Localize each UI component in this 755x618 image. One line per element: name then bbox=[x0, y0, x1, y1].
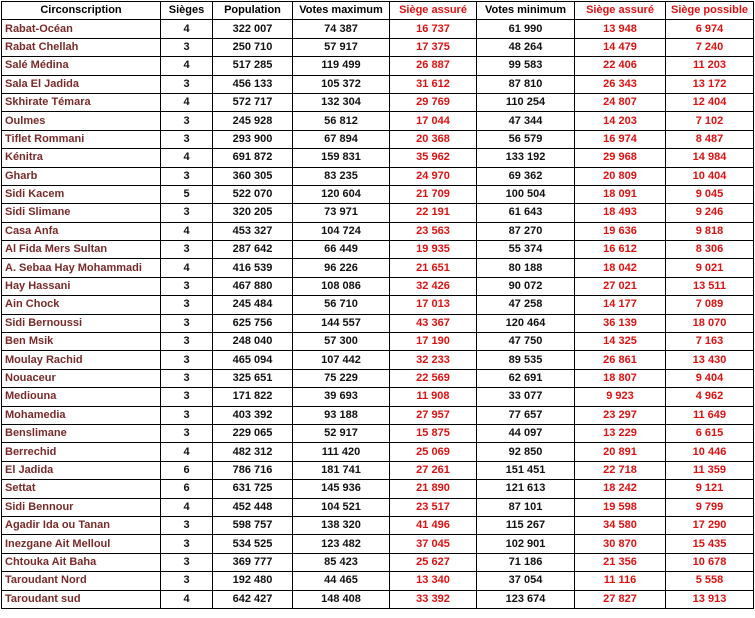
table-row bbox=[2, 369, 754, 387]
cell-votes-maximum: 105 372 bbox=[293, 75, 390, 93]
cell-siege-possible: 5 558 bbox=[666, 572, 754, 590]
cell-votes-minimum: 133 192 bbox=[477, 149, 575, 167]
cell-circonscription: Rabat Chellah bbox=[2, 38, 161, 56]
cell-siege-assure-max: 21 651 bbox=[390, 259, 477, 277]
cell-circonscription: Mediouna bbox=[2, 388, 161, 406]
cell-siege-assure-min: 14 203 bbox=[575, 112, 666, 130]
cell-votes-maximum: 39 693 bbox=[293, 388, 390, 406]
col-header-siege-possible: Siège possible bbox=[666, 2, 754, 20]
cell-siege-possible: 13 172 bbox=[666, 75, 754, 93]
cell-siege-assure-min: 19 598 bbox=[575, 498, 666, 516]
cell-sieges: 3 bbox=[161, 424, 213, 442]
cell-circonscription: Oulmes bbox=[2, 112, 161, 130]
cell-siege-assure-min: 23 297 bbox=[575, 406, 666, 424]
table-row bbox=[2, 314, 754, 332]
cell-circonscription: Tiflet Rommani bbox=[2, 130, 161, 148]
cell-siege-possible: 11 203 bbox=[666, 57, 754, 75]
cell-siege-assure-max: 32 426 bbox=[390, 277, 477, 295]
cell-siege-assure-max: 33 392 bbox=[390, 590, 477, 608]
cell-siege-possible: 9 818 bbox=[666, 222, 754, 240]
cell-siege-assure-max: 32 233 bbox=[390, 351, 477, 369]
cell-siege-assure-max: 27 261 bbox=[390, 461, 477, 479]
cell-votes-maximum: 56 710 bbox=[293, 296, 390, 314]
cell-sieges: 4 bbox=[161, 93, 213, 111]
cell-votes-minimum: 115 267 bbox=[477, 516, 575, 534]
cell-votes-maximum: 96 226 bbox=[293, 259, 390, 277]
cell-siege-assure-min: 36 139 bbox=[575, 314, 666, 332]
cell-circonscription: El Jadida bbox=[2, 461, 161, 479]
cell-votes-minimum: 61 643 bbox=[477, 204, 575, 222]
cell-siege-assure-max: 35 962 bbox=[390, 149, 477, 167]
cell-votes-minimum: 89 535 bbox=[477, 351, 575, 369]
cell-votes-maximum: 181 741 bbox=[293, 461, 390, 479]
cell-siege-assure-max: 21 890 bbox=[390, 480, 477, 498]
cell-votes-maximum: 144 557 bbox=[293, 314, 390, 332]
cell-siege-possible: 13 511 bbox=[666, 277, 754, 295]
cell-population: 522 070 bbox=[213, 185, 293, 203]
cell-population: 534 525 bbox=[213, 535, 293, 553]
cell-votes-maximum: 132 304 bbox=[293, 93, 390, 111]
cell-sieges: 5 bbox=[161, 185, 213, 203]
header-row bbox=[2, 2, 754, 20]
cell-population: 786 716 bbox=[213, 461, 293, 479]
table-row bbox=[2, 333, 754, 351]
cell-siege-possible: 11 649 bbox=[666, 406, 754, 424]
cell-siege-assure-max: 17 044 bbox=[390, 112, 477, 130]
cell-siege-assure-max: 25 069 bbox=[390, 443, 477, 461]
cell-votes-maximum: 104 724 bbox=[293, 222, 390, 240]
cell-votes-minimum: 44 097 bbox=[477, 424, 575, 442]
cell-votes-minimum: 37 054 bbox=[477, 572, 575, 590]
cell-votes-maximum: 108 086 bbox=[293, 277, 390, 295]
cell-circonscription: Mohamedia bbox=[2, 406, 161, 424]
cell-siege-assure-min: 14 177 bbox=[575, 296, 666, 314]
cell-siege-assure-max: 26 887 bbox=[390, 57, 477, 75]
cell-circonscription: Sidi Bernoussi bbox=[2, 314, 161, 332]
table-row bbox=[2, 93, 754, 111]
cell-sieges: 3 bbox=[161, 535, 213, 553]
cell-circonscription: Casa Anfa bbox=[2, 222, 161, 240]
cell-circonscription: Settat bbox=[2, 480, 161, 498]
cell-siege-possible: 15 435 bbox=[666, 535, 754, 553]
cell-population: 320 205 bbox=[213, 204, 293, 222]
table-row bbox=[2, 185, 754, 203]
cell-siege-assure-max: 22 569 bbox=[390, 369, 477, 387]
cell-siege-assure-max: 31 612 bbox=[390, 75, 477, 93]
cell-siege-possible: 9 246 bbox=[666, 204, 754, 222]
cell-population: 642 427 bbox=[213, 590, 293, 608]
cell-siege-assure-min: 29 968 bbox=[575, 149, 666, 167]
table-row bbox=[2, 443, 754, 461]
cell-votes-maximum: 138 320 bbox=[293, 516, 390, 534]
cell-population: 250 710 bbox=[213, 38, 293, 56]
cell-siege-assure-min: 13 948 bbox=[575, 20, 666, 38]
cell-siege-assure-min: 14 325 bbox=[575, 333, 666, 351]
cell-population: 287 642 bbox=[213, 241, 293, 259]
cell-population: 631 725 bbox=[213, 480, 293, 498]
table-row bbox=[2, 461, 754, 479]
cell-votes-minimum: 102 901 bbox=[477, 535, 575, 553]
cell-population: 171 822 bbox=[213, 388, 293, 406]
table-body bbox=[2, 20, 754, 609]
cell-siege-possible: 9 404 bbox=[666, 369, 754, 387]
cell-population: 517 285 bbox=[213, 57, 293, 75]
cell-sieges: 3 bbox=[161, 516, 213, 534]
cell-circonscription: Agadir Ida ou Tanan bbox=[2, 516, 161, 534]
cell-votes-maximum: 67 894 bbox=[293, 130, 390, 148]
cell-sieges: 6 bbox=[161, 461, 213, 479]
cell-siege-assure-min: 27 827 bbox=[575, 590, 666, 608]
table-row bbox=[2, 480, 754, 498]
cell-sieges: 3 bbox=[161, 314, 213, 332]
cell-siege-assure-max: 23 517 bbox=[390, 498, 477, 516]
cell-votes-maximum: 159 831 bbox=[293, 149, 390, 167]
cell-population: 691 872 bbox=[213, 149, 293, 167]
cell-siege-assure-max: 19 935 bbox=[390, 241, 477, 259]
cell-siege-assure-max: 22 191 bbox=[390, 204, 477, 222]
cell-population: 360 305 bbox=[213, 167, 293, 185]
cell-siege-assure-max: 13 340 bbox=[390, 572, 477, 590]
cell-siege-possible: 11 359 bbox=[666, 461, 754, 479]
cell-sieges: 3 bbox=[161, 38, 213, 56]
cell-votes-minimum: 47 344 bbox=[477, 112, 575, 130]
cell-votes-minimum: 80 188 bbox=[477, 259, 575, 277]
cell-circonscription: Hay Hassani bbox=[2, 277, 161, 295]
table-row bbox=[2, 296, 754, 314]
cell-votes-maximum: 73 971 bbox=[293, 204, 390, 222]
cell-votes-maximum: 119 499 bbox=[293, 57, 390, 75]
cell-votes-minimum: 56 579 bbox=[477, 130, 575, 148]
col-header-votes-minimum: Votes minimum bbox=[477, 2, 575, 20]
cell-circonscription: Taroudant sud bbox=[2, 590, 161, 608]
cell-votes-maximum: 44 465 bbox=[293, 572, 390, 590]
cell-population: 467 880 bbox=[213, 277, 293, 295]
cell-votes-minimum: 90 072 bbox=[477, 277, 575, 295]
cell-siege-assure-max: 20 368 bbox=[390, 130, 477, 148]
cell-siege-assure-max: 29 769 bbox=[390, 93, 477, 111]
cell-siege-assure-min: 16 974 bbox=[575, 130, 666, 148]
table-row bbox=[2, 112, 754, 130]
cell-population: 403 392 bbox=[213, 406, 293, 424]
cell-circonscription: Taroudant Nord bbox=[2, 572, 161, 590]
cell-votes-minimum: 110 254 bbox=[477, 93, 575, 111]
cell-circonscription: Sidi Bennour bbox=[2, 498, 161, 516]
cell-circonscription: Skhirate Témara bbox=[2, 93, 161, 111]
cell-votes-minimum: 61 990 bbox=[477, 20, 575, 38]
cell-votes-maximum: 93 188 bbox=[293, 406, 390, 424]
cell-population: 325 651 bbox=[213, 369, 293, 387]
cell-population: 369 777 bbox=[213, 553, 293, 571]
cell-population: 625 756 bbox=[213, 314, 293, 332]
table-row bbox=[2, 149, 754, 167]
cell-sieges: 4 bbox=[161, 20, 213, 38]
cell-siege-possible: 13 913 bbox=[666, 590, 754, 608]
cell-votes-minimum: 33 077 bbox=[477, 388, 575, 406]
cell-sieges: 4 bbox=[161, 259, 213, 277]
cell-siege-possible: 9 021 bbox=[666, 259, 754, 277]
cell-siege-assure-min: 22 718 bbox=[575, 461, 666, 479]
cell-siege-assure-min: 9 923 bbox=[575, 388, 666, 406]
table-row bbox=[2, 167, 754, 185]
cell-sieges: 3 bbox=[161, 351, 213, 369]
cell-votes-maximum: 56 812 bbox=[293, 112, 390, 130]
cell-siege-assure-min: 20 809 bbox=[575, 167, 666, 185]
cell-siege-possible: 7 102 bbox=[666, 112, 754, 130]
cell-circonscription: Nouaceur bbox=[2, 369, 161, 387]
cell-siege-possible: 7 163 bbox=[666, 333, 754, 351]
cell-population: 322 007 bbox=[213, 20, 293, 38]
table-row bbox=[2, 516, 754, 534]
cell-siege-possible: 6 615 bbox=[666, 424, 754, 442]
table-row bbox=[2, 388, 754, 406]
cell-sieges: 4 bbox=[161, 443, 213, 461]
cell-sieges: 3 bbox=[161, 75, 213, 93]
cell-population: 452 448 bbox=[213, 498, 293, 516]
cell-population: 245 928 bbox=[213, 112, 293, 130]
cell-siege-assure-max: 11 908 bbox=[390, 388, 477, 406]
cell-sieges: 3 bbox=[161, 130, 213, 148]
cell-population: 456 133 bbox=[213, 75, 293, 93]
cell-population: 229 065 bbox=[213, 424, 293, 442]
table-row bbox=[2, 130, 754, 148]
col-header-population: Population bbox=[213, 2, 293, 20]
cell-sieges: 3 bbox=[161, 553, 213, 571]
cell-siege-possible: 8 306 bbox=[666, 241, 754, 259]
cell-siege-assure-min: 11 116 bbox=[575, 572, 666, 590]
cell-population: 293 900 bbox=[213, 130, 293, 148]
table-row bbox=[2, 38, 754, 56]
cell-votes-minimum: 55 374 bbox=[477, 241, 575, 259]
cell-siege-possible: 10 678 bbox=[666, 553, 754, 571]
cell-sieges: 3 bbox=[161, 112, 213, 130]
cell-population: 248 040 bbox=[213, 333, 293, 351]
cell-votes-minimum: 69 362 bbox=[477, 167, 575, 185]
cell-siege-assure-min: 18 807 bbox=[575, 369, 666, 387]
cell-population: 192 480 bbox=[213, 572, 293, 590]
table-row bbox=[2, 57, 754, 75]
col-header-circonscription: Circonscription bbox=[2, 2, 161, 20]
cell-circonscription: Benslimane bbox=[2, 424, 161, 442]
cell-circonscription: Kénitra bbox=[2, 149, 161, 167]
cell-siege-assure-max: 17 375 bbox=[390, 38, 477, 56]
cell-sieges: 3 bbox=[161, 333, 213, 351]
cell-siege-possible: 12 404 bbox=[666, 93, 754, 111]
cell-votes-minimum: 62 691 bbox=[477, 369, 575, 387]
table-row bbox=[2, 241, 754, 259]
table-row bbox=[2, 572, 754, 590]
cell-votes-minimum: 71 186 bbox=[477, 553, 575, 571]
cell-votes-minimum: 92 850 bbox=[477, 443, 575, 461]
cell-votes-maximum: 75 229 bbox=[293, 369, 390, 387]
cell-votes-minimum: 123 674 bbox=[477, 590, 575, 608]
cell-sieges: 4 bbox=[161, 57, 213, 75]
cell-siege-assure-max: 41 496 bbox=[390, 516, 477, 534]
cell-sieges: 3 bbox=[161, 388, 213, 406]
cell-siege-possible: 17 290 bbox=[666, 516, 754, 534]
cell-votes-maximum: 145 936 bbox=[293, 480, 390, 498]
cell-votes-maximum: 120 604 bbox=[293, 185, 390, 203]
cell-sieges: 3 bbox=[161, 241, 213, 259]
cell-siege-possible: 7 089 bbox=[666, 296, 754, 314]
cell-circonscription: Ben Msik bbox=[2, 333, 161, 351]
table-row bbox=[2, 498, 754, 516]
table-row bbox=[2, 259, 754, 277]
results-table bbox=[1, 1, 754, 609]
cell-circonscription: Sidi Kacem bbox=[2, 185, 161, 203]
cell-siege-assure-max: 16 737 bbox=[390, 20, 477, 38]
cell-votes-minimum: 100 504 bbox=[477, 185, 575, 203]
cell-siege-assure-max: 21 709 bbox=[390, 185, 477, 203]
cell-siege-possible: 8 487 bbox=[666, 130, 754, 148]
cell-population: 416 539 bbox=[213, 259, 293, 277]
cell-circonscription: Gharb bbox=[2, 167, 161, 185]
cell-siege-possible: 6 974 bbox=[666, 20, 754, 38]
cell-siege-assure-min: 19 636 bbox=[575, 222, 666, 240]
table-row bbox=[2, 590, 754, 608]
cell-siege-assure-min: 30 870 bbox=[575, 535, 666, 553]
table-row bbox=[2, 406, 754, 424]
cell-votes-maximum: 57 300 bbox=[293, 333, 390, 351]
cell-siege-possible: 9 121 bbox=[666, 480, 754, 498]
cell-votes-minimum: 47 750 bbox=[477, 333, 575, 351]
table-row bbox=[2, 535, 754, 553]
col-header-sieges: Sièges bbox=[161, 2, 213, 20]
cell-sieges: 4 bbox=[161, 590, 213, 608]
cell-votes-maximum: 104 521 bbox=[293, 498, 390, 516]
table-row bbox=[2, 20, 754, 38]
cell-siege-assure-min: 26 343 bbox=[575, 75, 666, 93]
table-row bbox=[2, 204, 754, 222]
cell-siege-assure-max: 25 627 bbox=[390, 553, 477, 571]
cell-siege-assure-min: 18 091 bbox=[575, 185, 666, 203]
cell-siege-assure-min: 22 406 bbox=[575, 57, 666, 75]
cell-votes-minimum: 99 583 bbox=[477, 57, 575, 75]
table-row bbox=[2, 553, 754, 571]
cell-votes-maximum: 83 235 bbox=[293, 167, 390, 185]
cell-circonscription: Sala El Jadida bbox=[2, 75, 161, 93]
cell-siege-assure-max: 23 563 bbox=[390, 222, 477, 240]
cell-siege-assure-min: 21 356 bbox=[575, 553, 666, 571]
cell-siege-assure-max: 17 190 bbox=[390, 333, 477, 351]
cell-sieges: 3 bbox=[161, 204, 213, 222]
cell-siege-assure-min: 18 493 bbox=[575, 204, 666, 222]
cell-siege-assure-min: 18 042 bbox=[575, 259, 666, 277]
cell-votes-maximum: 123 482 bbox=[293, 535, 390, 553]
cell-votes-minimum: 151 451 bbox=[477, 461, 575, 479]
cell-votes-minimum: 77 657 bbox=[477, 406, 575, 424]
cell-sieges: 3 bbox=[161, 167, 213, 185]
cell-votes-minimum: 120 464 bbox=[477, 314, 575, 332]
cell-votes-minimum: 87 810 bbox=[477, 75, 575, 93]
cell-circonscription: Berrechid bbox=[2, 443, 161, 461]
cell-sieges: 3 bbox=[161, 572, 213, 590]
cell-sieges: 6 bbox=[161, 480, 213, 498]
cell-votes-maximum: 148 408 bbox=[293, 590, 390, 608]
table-row bbox=[2, 222, 754, 240]
col-header-votes-maximum: Votes maximum bbox=[293, 2, 390, 20]
cell-siege-assure-max: 24 970 bbox=[390, 167, 477, 185]
cell-votes-minimum: 87 270 bbox=[477, 222, 575, 240]
cell-circonscription: Salé Médina bbox=[2, 57, 161, 75]
cell-votes-maximum: 74 387 bbox=[293, 20, 390, 38]
cell-circonscription: Sidi Slimane bbox=[2, 204, 161, 222]
cell-votes-minimum: 121 613 bbox=[477, 480, 575, 498]
cell-votes-minimum: 47 258 bbox=[477, 296, 575, 314]
cell-siege-possible: 7 240 bbox=[666, 38, 754, 56]
cell-siege-possible: 9 799 bbox=[666, 498, 754, 516]
cell-population: 245 484 bbox=[213, 296, 293, 314]
cell-sieges: 4 bbox=[161, 222, 213, 240]
cell-siege-assure-min: 26 861 bbox=[575, 351, 666, 369]
cell-population: 572 717 bbox=[213, 93, 293, 111]
cell-votes-maximum: 111 420 bbox=[293, 443, 390, 461]
table-row bbox=[2, 75, 754, 93]
cell-siege-possible: 10 446 bbox=[666, 443, 754, 461]
cell-votes-maximum: 85 423 bbox=[293, 553, 390, 571]
cell-siege-possible: 13 430 bbox=[666, 351, 754, 369]
col-header-siege-assure-max: Siège assuré bbox=[390, 2, 477, 20]
cell-siege-possible: 10 404 bbox=[666, 167, 754, 185]
table-row bbox=[2, 424, 754, 442]
table-row bbox=[2, 277, 754, 295]
cell-sieges: 3 bbox=[161, 369, 213, 387]
cell-sieges: 4 bbox=[161, 498, 213, 516]
cell-siege-assure-max: 27 957 bbox=[390, 406, 477, 424]
cell-circonscription: A. Sebaa Hay Mohammadi bbox=[2, 259, 161, 277]
cell-votes-maximum: 107 442 bbox=[293, 351, 390, 369]
cell-siege-assure-min: 18 242 bbox=[575, 480, 666, 498]
cell-population: 453 327 bbox=[213, 222, 293, 240]
cell-votes-minimum: 48 264 bbox=[477, 38, 575, 56]
cell-circonscription: Moulay Rachid bbox=[2, 351, 161, 369]
cell-siege-assure-min: 14 479 bbox=[575, 38, 666, 56]
cell-sieges: 3 bbox=[161, 406, 213, 424]
cell-siege-assure-min: 34 580 bbox=[575, 516, 666, 534]
cell-votes-maximum: 66 449 bbox=[293, 241, 390, 259]
cell-circonscription: Rabat-Océan bbox=[2, 20, 161, 38]
cell-siege-possible: 18 070 bbox=[666, 314, 754, 332]
cell-circonscription: Chtouka Ait Baha bbox=[2, 553, 161, 571]
cell-population: 482 312 bbox=[213, 443, 293, 461]
cell-sieges: 3 bbox=[161, 277, 213, 295]
cell-siege-assure-max: 43 367 bbox=[390, 314, 477, 332]
cell-siege-assure-max: 37 045 bbox=[390, 535, 477, 553]
cell-siege-assure-min: 20 891 bbox=[575, 443, 666, 461]
cell-circonscription: Ain Chock bbox=[2, 296, 161, 314]
cell-sieges: 3 bbox=[161, 296, 213, 314]
cell-siege-assure-max: 17 013 bbox=[390, 296, 477, 314]
cell-circonscription: Inezgane Ait Melloul bbox=[2, 535, 161, 553]
cell-siege-possible: 9 045 bbox=[666, 185, 754, 203]
cell-votes-maximum: 52 917 bbox=[293, 424, 390, 442]
cell-population: 465 094 bbox=[213, 351, 293, 369]
cell-votes-minimum: 87 101 bbox=[477, 498, 575, 516]
cell-sieges: 4 bbox=[161, 149, 213, 167]
cell-siege-possible: 14 984 bbox=[666, 149, 754, 167]
cell-siege-assure-min: 16 612 bbox=[575, 241, 666, 259]
cell-circonscription: Al Fida Mers Sultan bbox=[2, 241, 161, 259]
cell-siege-assure-min: 27 021 bbox=[575, 277, 666, 295]
cell-siege-assure-min: 13 229 bbox=[575, 424, 666, 442]
col-header-siege-assure-min: Siège assuré bbox=[575, 2, 666, 20]
cell-votes-maximum: 57 917 bbox=[293, 38, 390, 56]
cell-siege-assure-min: 24 807 bbox=[575, 93, 666, 111]
cell-population: 598 757 bbox=[213, 516, 293, 534]
table-row bbox=[2, 351, 754, 369]
cell-siege-possible: 4 962 bbox=[666, 388, 754, 406]
cell-siege-assure-max: 15 875 bbox=[390, 424, 477, 442]
